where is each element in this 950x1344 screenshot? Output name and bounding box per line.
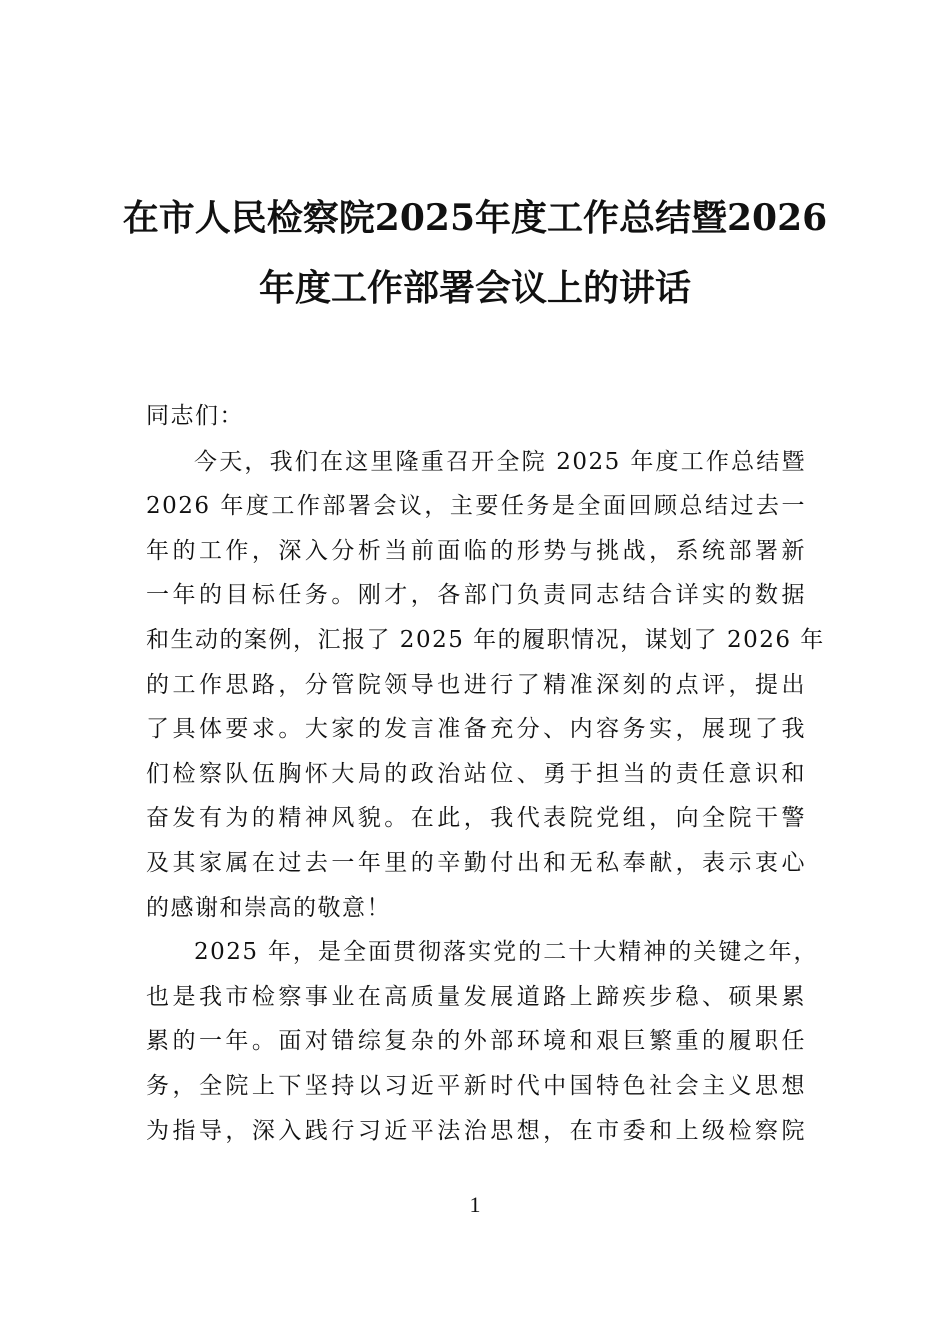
page-number: 1 — [469, 1192, 481, 1217]
body-line-8: 们检察队伍胸怀大局的政治站位、勇于担当的责任意识和 — [146, 761, 806, 787]
body-line-3: 年的工作，深入分析当前面临的形势与挑战，系统部署新 — [146, 538, 806, 564]
document-title-line-1: 在市人民检察院2025年度工作总结暨2026 — [122, 197, 828, 239]
body-line-1: 今天，我们在这里隆重召开全院 2025 年度工作总结暨 — [194, 449, 806, 475]
body-line-11: 的感谢和崇高的敬意！ — [146, 895, 391, 921]
body-line-13: 也是我市检察事业在高质量发展道路上蹄疾步稳、硕果累 — [146, 984, 806, 1010]
body-line-15: 务，全院上下坚持以习近平新时代中国特色社会主义思想 — [146, 1073, 806, 1099]
body-line-6: 的工作思路，分管院领导也进行了精准深刻的点评，提出 — [146, 672, 806, 698]
body-line-5: 和生动的案例，汇报了 2025 年的履职情况，谋划了 2026 年 — [146, 627, 825, 653]
body-line-16: 为指导，深入践行习近平法治思想，在市委和上级检察院 — [146, 1118, 806, 1144]
body-line-4: 一年的目标任务。刚才，各部门负责同志结合详实的数据 — [146, 582, 806, 608]
document-title-line-2: 年度工作部署会议上的讲话 — [258, 267, 691, 309]
body-line-14: 累的一年。面对错综复杂的外部环境和艰巨繁重的履职任 — [146, 1028, 806, 1054]
salutation: 同志们： — [146, 403, 244, 429]
body-line-12: 2025 年，是全面贯彻落实党的二十大精神的关键之年， — [194, 939, 818, 965]
body-line-2: 2026 年度工作部署会议，主要任务是全面回顾总结过去一 — [146, 493, 806, 519]
body-line-7: 了具体要求。大家的发言准备充分、内容务实，展现了我 — [146, 716, 806, 742]
body-line-10: 及其家属在过去一年里的辛勤付出和无私奉献，表示衷心 — [146, 850, 806, 876]
body-line-9: 奋发有为的精神风貌。在此，我代表院党组，向全院干警 — [146, 805, 806, 831]
